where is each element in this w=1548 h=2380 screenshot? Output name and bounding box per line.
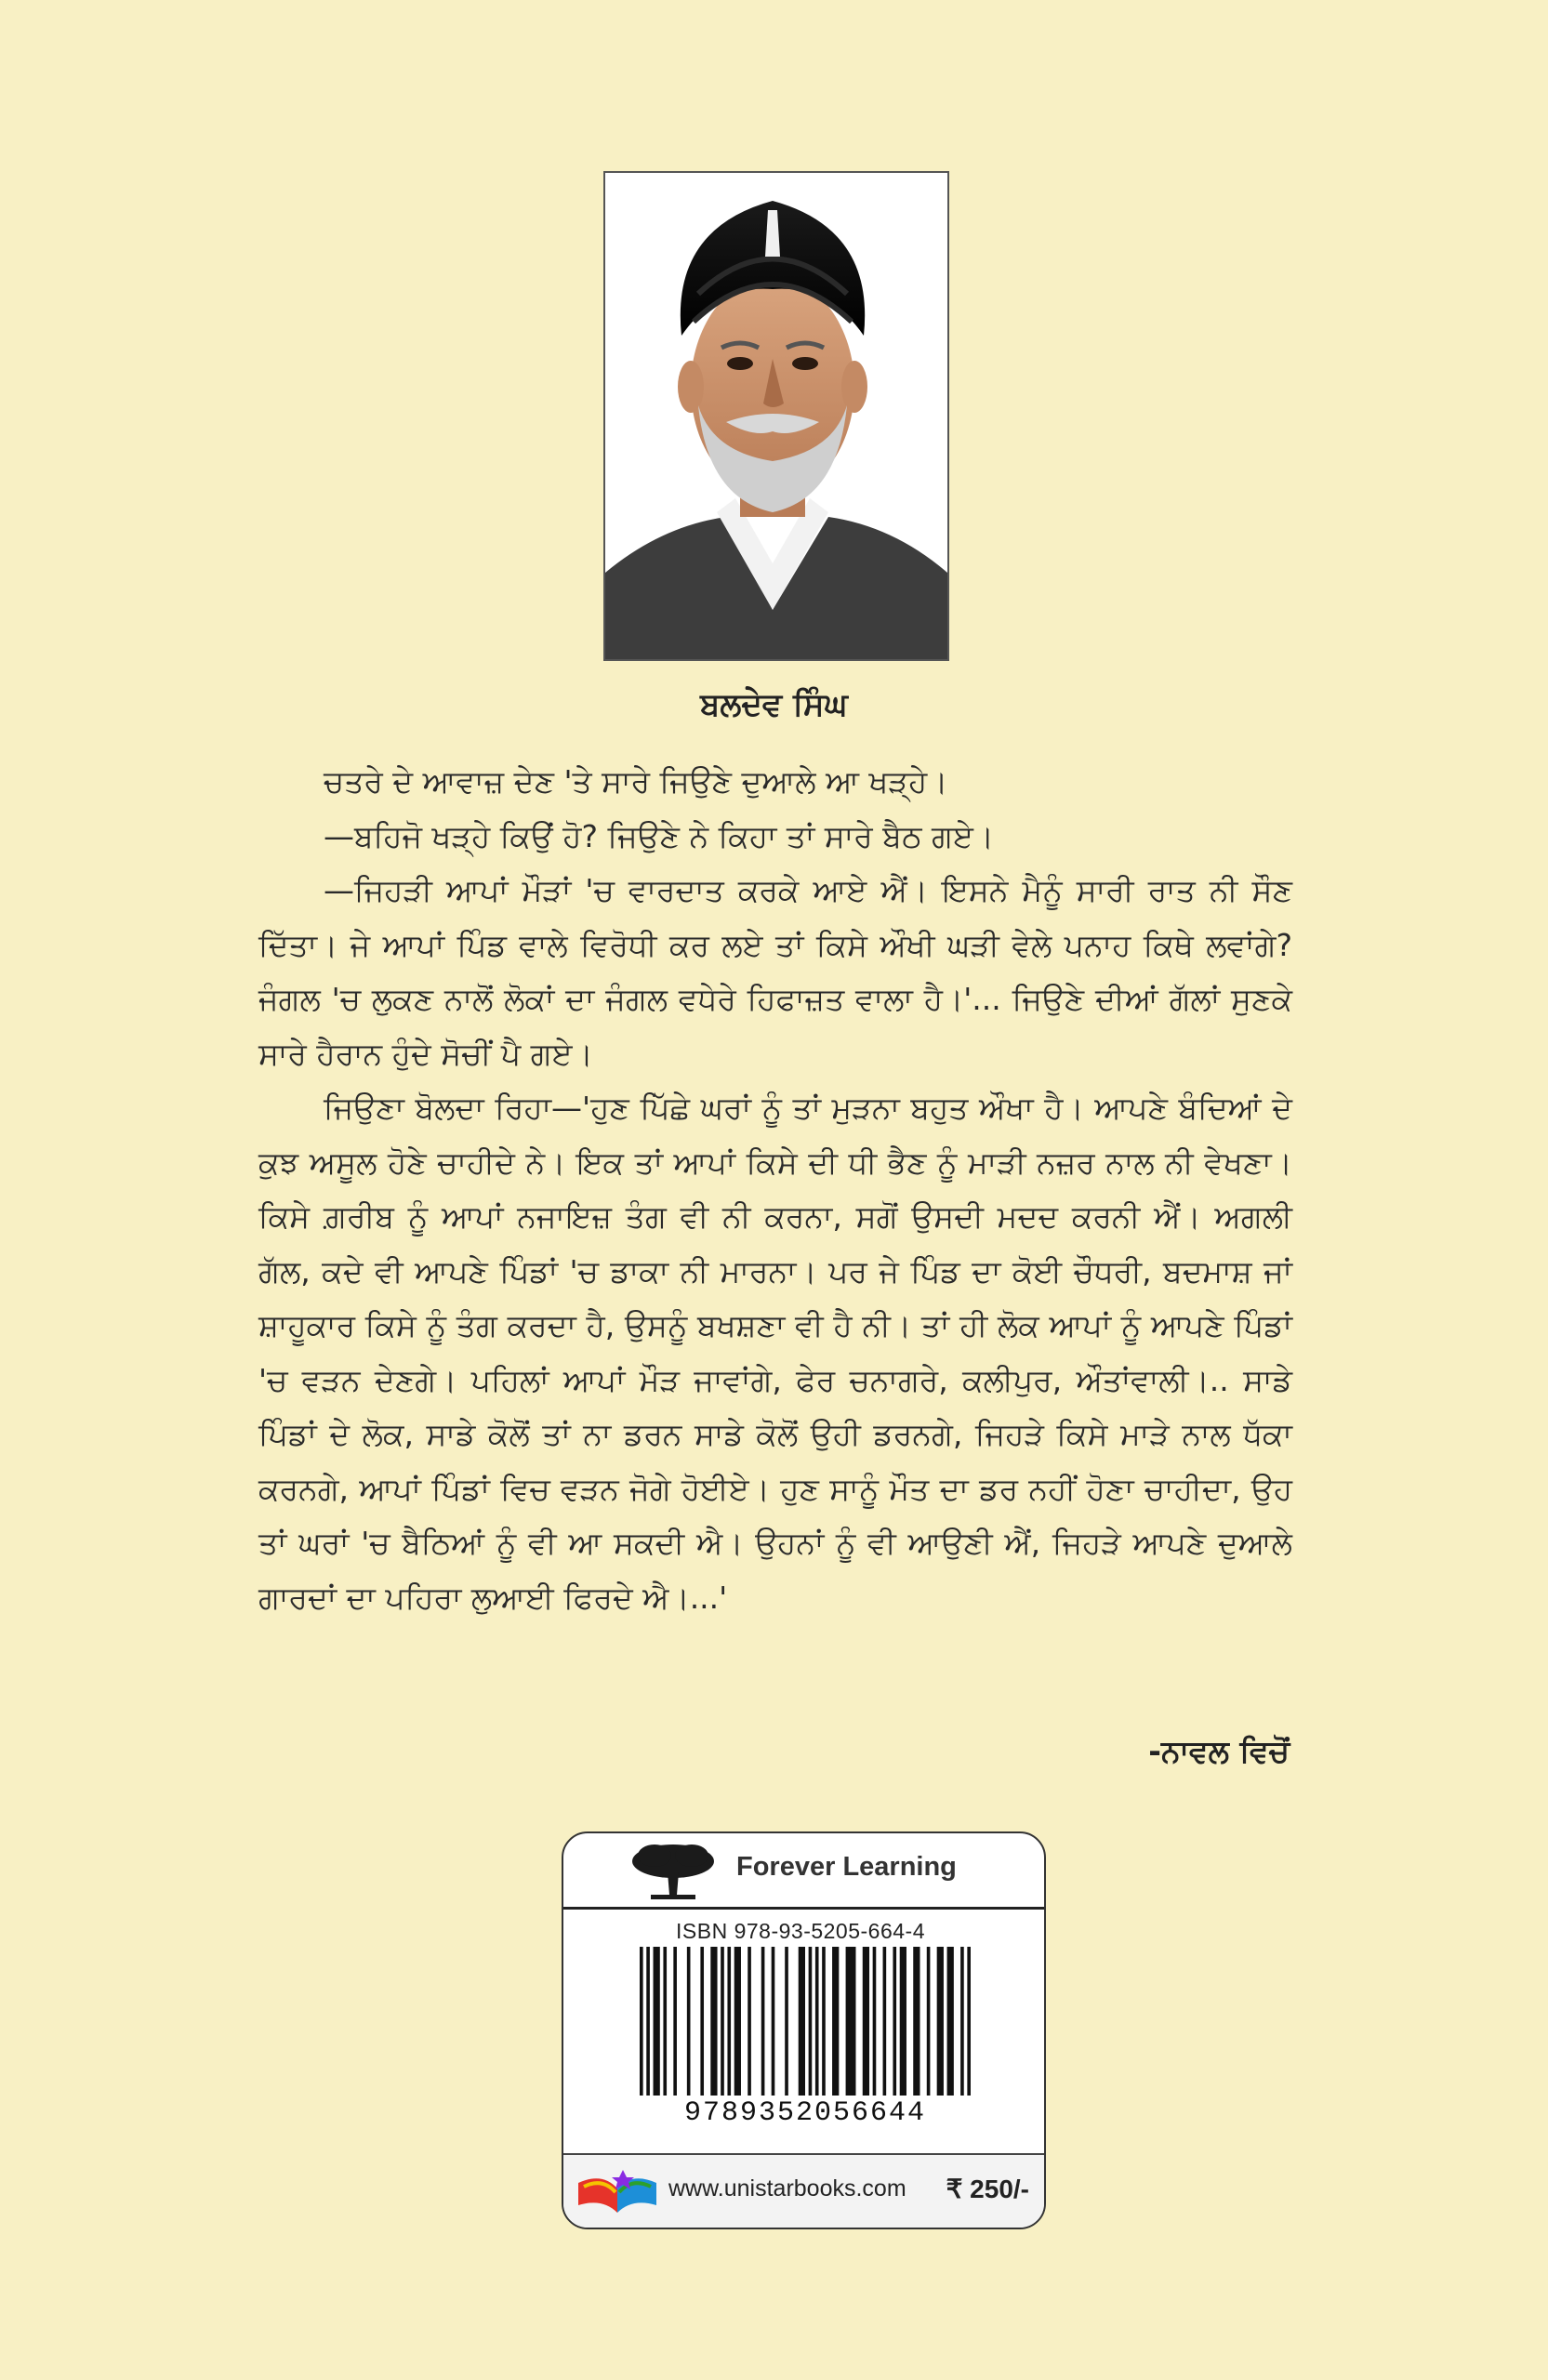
author-photo [603, 171, 949, 661]
unistar-logo-icon [575, 2164, 660, 2218]
barcode-bar [883, 1947, 887, 2096]
author-name: ਬਲਦੇਵ ਸਿੰਘ [700, 686, 848, 723]
barcode-bar [846, 1947, 856, 2096]
barcode-bar [960, 1947, 964, 2096]
barcode-bar [809, 1947, 813, 2096]
barcode-bar [832, 1947, 839, 2096]
excerpt-paragraph: ਜਿਉਣਾ ਬੋਲਦਾ ਰਿਹਾ—'ਹੁਣ ਪਿੱਛੇ ਘਰਾਂ ਨੂੰ ਤਾਂ ਮੁੜਨਾ ਬਹੁਤ ਔਖਾ ਹੈ। ਆਪਣੇ ਬੰਦਿਆਂ ਦੇ ਕੁਝ ਅਸੂਲ ਹੋਣੇ ਚਾਹੀਦੇ ਨੇ। ਇਕ ਤਾਂ ਆਪਾਂ ਕਿਸੇ ਦੀ ਧੀ ਭੈਣ ਨੂੰ ਮਾੜੀ ਨਜ਼ਰ ਨਾਲ ਨੀ ਵੇਖਣਾ। ਕਿਸੇ ਗ਼ਰੀਬ ਨੂੰ ਆਪਾਂ ਨਜਾਇਜ਼ ਤੰਗ ਵੀ ਨੀ ਕਰਨਾ, ਸਗੋਂ ਉਸਦੀ ਮਦਦ ਕਰਨੀ ਐਂ। ਅਗਲੀ ਗੱਲ, ਕਦੇ ਵੀ ਆਪਣੇ ਪਿੰਡਾਂ 'ਚ ਡਾਕਾ ਨੀ ਮਾਰਨਾ। ਪਰ ਜੇ ਪਿੰਡ ਦਾ ਕੋਈ ਚੌਧਰੀ, ਬਦਮਾਸ਼ ਜਾਂ ਸ਼ਾਹੂਕਾਰ ਕਿਸੇ ਨੂੰ ਤੰਗ ਕਰਦਾ ਹੈ, ਉਸਨੂੰ ਬਖਸ਼ਣਾ ਵੀ ਹੈ ਨੀ। ਤਾਂ ਹੀ ਲੋਕ ਆਪਾਂ ਨੂੰ ਆਪਣੇ ਪਿੰਡਾਂ 'ਚ ਵੜਨ ਦੇਣਗੇ। ਪਹਿਲਾਂ ਆਪਾਂ ਮੌੜ ਜਾਵਾਂਗੇ, ਫੇਰ ਚਨਾਗਰੇ, ਕਲੀਪੁਰ, ਔਤਾਂਵਾਲੀ।.. ਸਾਡੇ ਪਿੰਡਾਂ ਦੇ ਲੋਕ, ਸਾਡੇ ਕੋਲੋਂ ਤਾਂ ਨਾ ਡਰਨ ਸਾਡੇ ਕੋਲੋਂ ਉਹੀ ਡਰਨਗੇ, ਜਿਹੜੇ ਕਿਸੇ ਮਾੜੇ ਨਾਲ ਧੱਕਾ ਕਰਨਗੇ, ਆਪਾਂ ਪਿੰਡਾਂ ਵਿਚ ਵੜਨ ਜੋਗੇ ਹੋਈਏ। ਹੁਣ ਸਾਨੂੰ ਮੌਤ ਦਾ ਡਰ ਨਹੀਂ ਹੋਣਾ ਚਾਹੀਦਾ, ਉਹ ਤਾਂ ਘਰਾਂ 'ਚ ਬੈਠਿਆਂ ਨੂੰ ਵੀ ਆ ਸਕਦੀ ਐ। ਉਹਨਾਂ ਨੂੰ ਵੀ ਆਉਣੀ ਐਂ, ਜਿਹੜੇ ਆਪਣੇ ਦੁਆਲੇ ਗਾਰਦਾਂ ਦਾ ਪਹਿਰਾ ਲੁਆਈ ਫਿਰਦੇ ਐ।...' [258, 1090, 1292, 1616]
barcode-bar [700, 1947, 704, 2096]
barcode-bar [900, 1947, 906, 2096]
price: ₹ 250/- [946, 2175, 1029, 2203]
barcode-bar [748, 1947, 751, 2096]
barcode-bar [687, 1947, 691, 2096]
signoff: -ਨਾਵਲ ਵਿਚੋਂ [1148, 1733, 1290, 1769]
barcode-bar [913, 1947, 920, 2096]
barcode-bar [654, 1947, 660, 2096]
barcode-bar [734, 1947, 741, 2096]
barcode-bar [785, 1947, 788, 2096]
barcode-bar [873, 1947, 877, 2096]
excerpt-paragraph: ਚਤਰੇ ਦੇ ਆਵਾਜ਼ ਦੇਣ 'ਤੇ ਸਾਰੇ ਜਿਉਣੇ ਦੁਆਲੇ ਆ ਖੜ੍ਹੇ। [324, 763, 948, 800]
barcode [640, 1947, 971, 2096]
publisher-footer [563, 2153, 1044, 2228]
excerpt-paragraph: —ਬਹਿਜੋ ਖੜ੍ਹੇ ਕਿਉਂ ਹੋ? ਜਿਉਣੇ ਨੇ ਕਿਹਾ ਤਾਂ ਸਾਰੇ ਬੈਠ ਗਏ। [324, 817, 995, 854]
barcode-bar [761, 1947, 765, 2096]
barcode-bar [893, 1947, 896, 2096]
barcode-bar [947, 1947, 954, 2096]
barcode-bar [927, 1947, 931, 2096]
barcode-bar [863, 1947, 869, 2096]
barcode-bar [822, 1947, 826, 2096]
barcode-bar [799, 1947, 805, 2096]
isbn-label: ISBN 978-93-5205-664-4 [676, 1919, 925, 1943]
publisher-header [563, 1833, 1044, 1910]
barcode-bar [772, 1947, 775, 2096]
publisher-website: www.unistarbooks.com [668, 2175, 906, 2202]
barcode-bar [640, 1947, 643, 2096]
barcode-number: 9789352056644 [683, 2097, 927, 2129]
excerpt-text [258, 755, 1292, 1625]
excerpt-paragraph: —ਜਿਹੜੀ ਆਪਾਂ ਮੌੜਾਂ 'ਚ ਵਾਰਦਾਤ ਕਰਕੇ ਆਏ ਐਂ। ਇਸਨੇ ਮੈਨੂੰ ਸਾਰੀ ਰਾਤ ਨੀ ਸੌਣ ਦਿੱਤਾ। ਜੇ ਆਪਾਂ ਪਿੰਡ ਵਾਲੇ ਵਿਰੋਧੀ ਕਰ ਲਏ ਤਾਂ ਕਿਸੇ ਔਖੀ ਘੜੀ ਵੇਲੇ ਪਨਾਹ ਕਿਥੇ ਲਵਾਂਗੇ? ਜੰਗਲ 'ਚ ਲੁਕਣ ਨਾਲੋਂ ਲੋਕਾਂ ਦਾ ਜੰਗਲ ਵਧੇਰੇ ਹਿਫਾਜ਼ਤ ਵਾਲਾ ਹੈ।'... ਜਿਉਣੇ ਦੀਆਂ ਗੱਲਾਂ ਸੁਣਕੇ ਸਾਰੇ ਹੈਰਾਨ ਹੁੰਦੇ ਸੋਚੀਂ ਪੈ ਗਏ। [258, 872, 1292, 1072]
barcode-bar [727, 1947, 731, 2096]
barcode-box [562, 1831, 1046, 2229]
barcode-bar [710, 1947, 717, 2096]
barcode-bar [815, 1947, 819, 2096]
barcode-bar [646, 1947, 650, 2096]
tree-icon [628, 1841, 718, 1902]
publisher-brand: Forever Learning [736, 1852, 957, 1882]
barcode-bar [967, 1947, 971, 2096]
barcode-bar [673, 1947, 677, 2096]
barcode-bar [937, 1947, 944, 2096]
barcode-bar [721, 1947, 724, 2096]
barcode-bar [663, 1947, 667, 2096]
